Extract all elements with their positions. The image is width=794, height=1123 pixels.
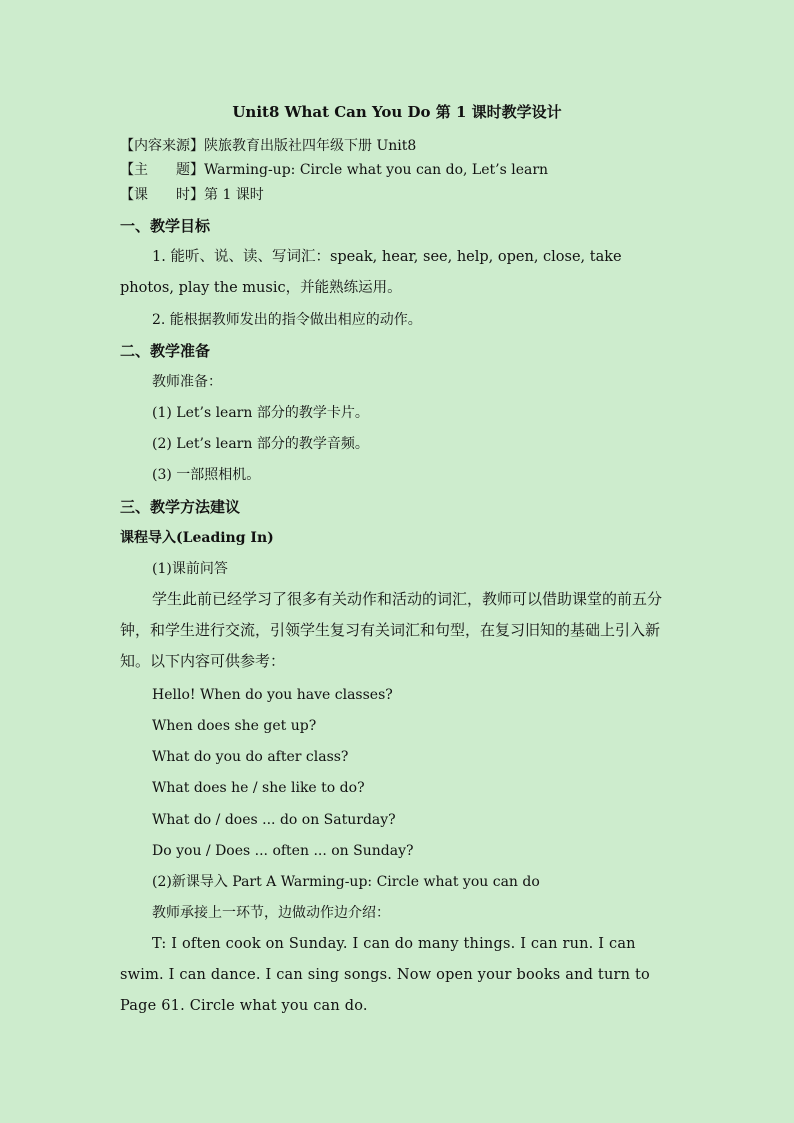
goal-item-1: 1. 能听、说、读、写词汇：speak, hear, see, help, open, close, take photos, play the music，并能熟练运用。 [120,249,622,296]
leadin-subheading-2: (2)新课导入 Part A Warming-up: Circle what you can do [152,874,540,890]
goal-item-2: 2. 能根据教师发出的指令做出相应的动作。 [152,312,422,328]
question-line: When does she get up? [152,718,317,734]
section-heading-method: 三、教学方法建议 [120,498,241,516]
question-line: What do / does ... do on Saturday? [152,812,396,828]
prep-item-2: (2) Let’s learn 部分的教学音频。 [152,436,369,452]
section-heading-goals: 一、教学目标 [120,217,211,235]
meta-topic: 【主 题】Warming-up: Circle what you can do, Let’s learn [120,162,549,178]
teacher-intro: 教师承接上一环节，边做动作边介绍： [152,905,390,921]
question-line: Do you / Does ... often ... on Sunday? [152,843,414,859]
prep-intro: 教师准备： [152,374,222,390]
document-title: Unit8 What Can You Do 第 1 课时教学设计 [232,103,562,121]
meta-source: 【内容来源】陕旅教育出版社四年级下册 Unit8 [120,138,417,154]
leadin-heading: 课程导入(Leading In) [120,530,274,546]
prep-item-1: (1) Let’s learn 部分的教学卡片。 [152,405,369,421]
question-line: Hello! When do you have classes? [152,687,393,703]
prep-item-3: (3) 一部照相机。 [152,467,261,483]
question-line: What does he / she like to do? [152,780,365,796]
teacher-talk: T: I often cook on Sunday. I can do many things. I can run. I can swim. I can dance. I can sing songs. Now open your books and turn to Page 61. Circle what you can do. [120,936,650,1014]
leadin-subheading-1: (1)课前问答 [152,561,228,577]
section-heading-prep: 二、教学准备 [120,342,211,360]
leadin-paragraph: 学生此前已经学习了很多有关动作和活动的词汇，教师可以借助课堂的前五分钟，和学生进行交流，引领学生复习有关词汇和句型，在复习旧知的基础上引入新知。以下内容可供参考： [120,590,663,670]
meta-period: 【课 时】第 1 课时 [120,187,264,203]
question-line: What do you do after class? [152,749,349,765]
